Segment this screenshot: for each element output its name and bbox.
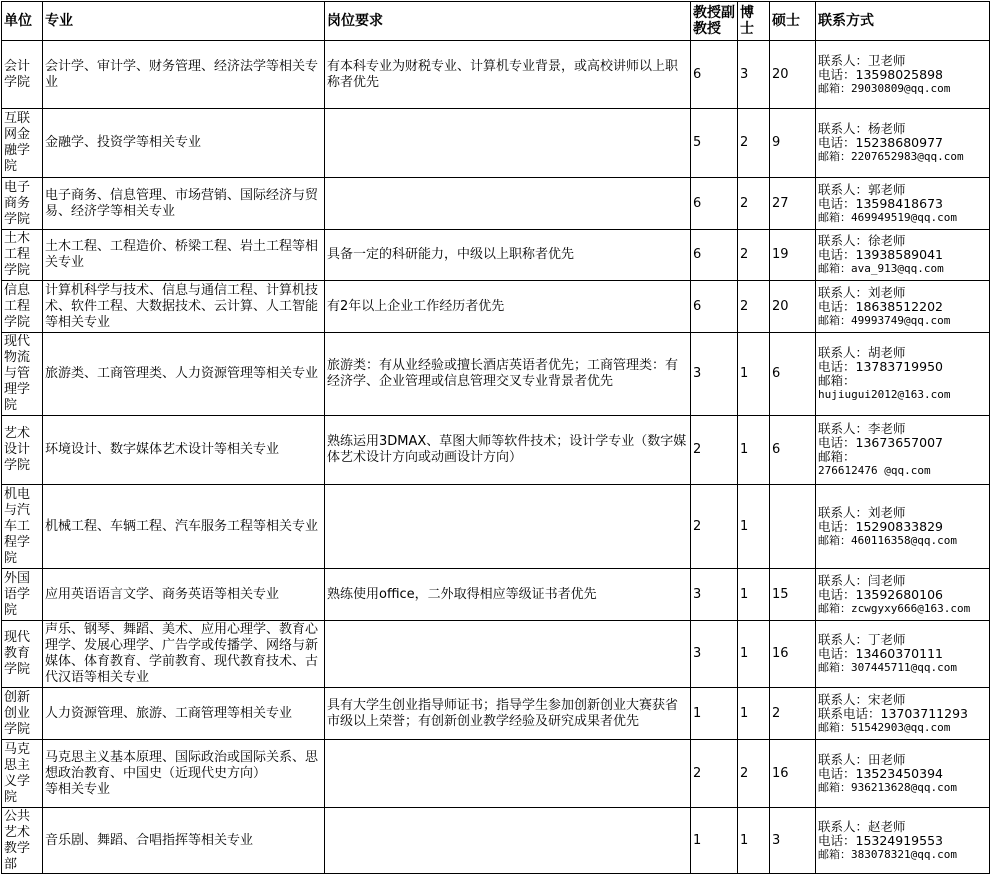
master-count-cell: 15 [770, 569, 816, 621]
header-major: 专业 [43, 2, 325, 41]
major-cell: 音乐剧、舞蹈、合唱指挥等相关专业 [43, 808, 325, 874]
contact-cell [816, 41, 990, 109]
major-cell: 声乐、钢琴、舞蹈、美术、应用心理学、教育心理学、发展心理学、广告学或传播学、网络与新媒体、体育教育、学前教育、现代教育技术、古代汉语等相关专业 [43, 621, 325, 688]
master-count-cell: 9 [770, 109, 816, 178]
contact-person: 联系人：李老师 [818, 421, 906, 436]
contact-person: 联系人：杨老师 [818, 121, 906, 136]
contact-phone: 电话：13673657007 [818, 435, 943, 450]
contact-cell [816, 281, 990, 333]
unit-cell: 公共艺术教学部 [2, 808, 43, 874]
contact-email: 邮箱：469949519@qq.com [818, 210, 957, 224]
prof-count-cell: 5 [691, 109, 738, 178]
phd-count-cell: 1 [738, 621, 770, 688]
contact-person: 联系人：田老师 [818, 751, 906, 767]
contact-person: 联系人：刘老师 [818, 284, 906, 300]
phd-count-cell: 1 [738, 569, 770, 621]
requirement-cell [325, 621, 691, 688]
requirement-cell [325, 178, 691, 230]
requirement-cell [325, 808, 691, 874]
prof-count-cell: 3 [691, 333, 738, 416]
major-cell: 应用英语语言文学、商务英语等相关专业 [43, 569, 325, 621]
requirement-cell: 熟练使用office，二外取得相应等级证书者优先 [325, 569, 691, 621]
contact-email: hujiugui2012@163.com [818, 388, 951, 401]
table-row [2, 569, 990, 621]
contact-cell [816, 178, 990, 230]
unit-cell: 现代物流与管理学院 [2, 333, 43, 416]
contact-cell [816, 688, 990, 740]
unit-cell: 创新创业学院 [2, 688, 43, 740]
contact-email: 邮箱：49993749@qq.com [818, 313, 951, 327]
contact-person: 联系人：丁老师 [818, 632, 906, 647]
major-line-suffix: 等相关专业 [45, 781, 111, 797]
contact-cell [816, 333, 990, 416]
requirement-cell [325, 740, 691, 808]
contact-email: 邮箱：zcwgyxy666@163.com [818, 601, 971, 615]
contact-phone: 电话：18638512202 [818, 298, 943, 314]
requirement-cell: 熟练运用3DMAX、草图大师等软件技术；设计学专业（数字媒体艺术设计方向或动画设计方向） [325, 416, 691, 485]
contact-phone: 电话：15290833829 [818, 518, 943, 534]
unit-cell: 土木工程学院 [2, 230, 43, 281]
contact-email-label: 邮箱： [818, 449, 856, 464]
header-row [2, 2, 990, 41]
phd-count-cell: 2 [738, 281, 770, 333]
contact-email: 邮箱：ava_913@qq.com [818, 262, 944, 275]
major-cell: 人力资源管理、旅游、工商管理等相关专业 [43, 688, 325, 740]
contact-phone: 电话：13598025898 [818, 66, 943, 82]
contact-email: 邮箱：307445711@qq.com [818, 661, 957, 674]
prof-count-cell: 1 [691, 688, 738, 740]
contact-phone: 电话：13938589041 [818, 247, 943, 262]
unit-cell: 互联网金融学院 [2, 109, 43, 178]
requirement-cell: 旅游类：有从业经验或擅长酒店英语者优先；工商管理类：有经济学、企业管理或信息管理交叉专业背景者优先 [325, 333, 691, 416]
phd-count-cell: 1 [738, 485, 770, 569]
contact-phone: 联系电话：13703711293 [818, 705, 968, 721]
prof-count-cell: 6 [691, 41, 738, 109]
header-prof: 教授副教授 [691, 2, 738, 41]
unit-cell: 艺术设计学院 [2, 416, 43, 485]
master-count-cell: 27 [770, 178, 816, 230]
contact-email: 邮箱：383078321@qq.com [818, 847, 957, 861]
contact-email: 邮箱：51542903@qq.com [818, 720, 951, 734]
contact-email: 邮箱：29030809@qq.com [818, 81, 951, 95]
unit-cell: 马克思主义学院 [2, 740, 43, 808]
contact-person: 联系人：刘老师 [818, 504, 906, 520]
contact-email: 邮箱：936213628@qq.com [818, 780, 957, 794]
master-count-cell: 19 [770, 230, 816, 281]
header-phd: 博士 [738, 2, 770, 41]
header-master: 硕士 [770, 2, 816, 41]
contact-person: 联系人：胡老师 [818, 345, 906, 360]
phd-count-cell: 2 [738, 740, 770, 808]
header-requirement: 岗位要求 [325, 2, 691, 41]
contact-phone: 电话：15324919553 [818, 832, 943, 848]
contact-cell [816, 485, 990, 569]
contact-email: 邮箱：460116358@qq.com [818, 533, 957, 547]
master-count-cell: 6 [770, 416, 816, 485]
table-row [2, 333, 990, 416]
phd-count-cell: 1 [738, 808, 770, 874]
requirement-cell [325, 485, 691, 569]
contact-phone: 电话：13598418673 [818, 195, 943, 211]
phd-count-cell: 2 [738, 178, 770, 230]
contact-email: 276612476 @qq.com [818, 464, 931, 477]
major-cell: 土木工程、工程造价、桥梁工程、岩土工程等相关专业 [43, 230, 325, 281]
major-cell: 计算机科学与技术、信息与通信工程、计算机技术、软件工程、大数据技术、云计算、人工智能等相关专业 [43, 281, 325, 333]
unit-cell: 机电与汽车工程学院 [2, 485, 43, 569]
prof-count-cell: 2 [691, 416, 738, 485]
table-row [2, 740, 990, 808]
contact-person: 联系人：郭老师 [818, 181, 906, 197]
table-row [2, 688, 990, 740]
table-row [2, 485, 990, 569]
prof-count-cell: 6 [691, 230, 738, 281]
table-row [2, 230, 990, 281]
table-row [2, 109, 990, 178]
major-cell: 环境设计、数字媒体艺术设计等相关专业 [43, 416, 325, 485]
major-cell: 机械工程、车辆工程、汽车服务工程等相关专业 [43, 485, 325, 569]
header-contact: 联系方式 [816, 2, 990, 41]
major-line: 马克思主义基本原理、国际政治或国际关系、思想政治教育、中国史（近现代史方向） [45, 749, 319, 781]
contact-cell [816, 230, 990, 281]
requirement-cell [325, 109, 691, 178]
requirement-cell: 具有大学生创业指导师证书；指导学生参加创新创业大赛获省市级以上荣誉；有创新创业教学经验及研究成果者优先 [325, 688, 691, 740]
major-cell: 会计学、审计学、财务管理、经济法学等相关专业 [43, 41, 325, 109]
contact-person: 联系人：闫老师 [818, 572, 906, 588]
major-cell: 金融学、投资学等相关专业 [43, 109, 325, 178]
contact-cell [816, 416, 990, 485]
phd-count-cell: 1 [738, 416, 770, 485]
prof-count-cell: 2 [691, 485, 738, 569]
contact-phone: 电话：13460370111 [818, 646, 943, 661]
contact-cell [816, 808, 990, 874]
major-cell: 电子商务、信息管理、市场营销、国际经济与贸易、经济学等相关专业 [43, 178, 325, 230]
prof-count-cell: 3 [691, 621, 738, 688]
contact-cell [816, 569, 990, 621]
major-cell: 旅游类、工商管理类、人力资源管理等相关专业 [43, 333, 325, 416]
contact-person: 联系人：赵老师 [818, 818, 906, 834]
table-row [2, 416, 990, 485]
contact-person: 联系人：宋老师 [818, 691, 906, 707]
requirement-cell: 具备一定的科研能力，中级以上职称者优先 [325, 230, 691, 281]
master-count-cell: 20 [770, 281, 816, 333]
contact-email: 邮箱：2207652983@qq.com [818, 150, 964, 163]
phd-count-cell: 1 [738, 333, 770, 416]
prof-count-cell: 6 [691, 281, 738, 333]
master-count-cell: 2 [770, 688, 816, 740]
unit-cell: 信息工程学院 [2, 281, 43, 333]
prof-count-cell: 6 [691, 178, 738, 230]
contact-phone: 电话：15238680977 [818, 135, 943, 150]
header-unit: 单位 [2, 2, 43, 41]
contact-phone: 电话：13592680106 [818, 586, 943, 602]
table-row [2, 621, 990, 688]
table-row [2, 41, 990, 109]
master-count-cell: 20 [770, 41, 816, 109]
phd-count-cell: 3 [738, 41, 770, 109]
table-row [2, 178, 990, 230]
requirement-cell: 有2年以上企业工作经历者优先 [325, 281, 691, 333]
contact-person: 联系人：卫老师 [818, 52, 906, 68]
recruitment-table [1, 1, 990, 874]
unit-cell: 外国语学院 [2, 569, 43, 621]
requirement-cell: 有本科专业为财税专业、计算机专业背景，或高校讲师以上职称者优先 [325, 41, 691, 109]
contact-cell [816, 740, 990, 808]
table-row [2, 808, 990, 874]
prof-count-cell: 3 [691, 569, 738, 621]
major-cell [43, 740, 325, 808]
phd-count-cell: 1 [738, 688, 770, 740]
contact-phone: 电话：13783719950 [818, 359, 943, 374]
unit-cell: 现代教育学院 [2, 621, 43, 688]
master-count-cell: 16 [770, 740, 816, 808]
master-count-cell: 3 [770, 808, 816, 874]
contact-cell [816, 621, 990, 688]
phd-count-cell: 2 [738, 230, 770, 281]
unit-cell: 电子商务学院 [2, 178, 43, 230]
master-count-cell [770, 485, 816, 569]
table-row [2, 281, 990, 333]
prof-count-cell: 2 [691, 740, 738, 808]
contact-phone: 电话：13523450394 [818, 765, 943, 781]
phd-count-cell: 2 [738, 109, 770, 178]
master-count-cell: 16 [770, 621, 816, 688]
contact-cell [816, 109, 990, 178]
prof-count-cell: 1 [691, 808, 738, 874]
master-count-cell: 6 [770, 333, 816, 416]
contact-email-label: 邮箱： [818, 373, 856, 388]
unit-cell: 会计学院 [2, 41, 43, 109]
contact-person: 联系人：徐老师 [818, 233, 906, 248]
